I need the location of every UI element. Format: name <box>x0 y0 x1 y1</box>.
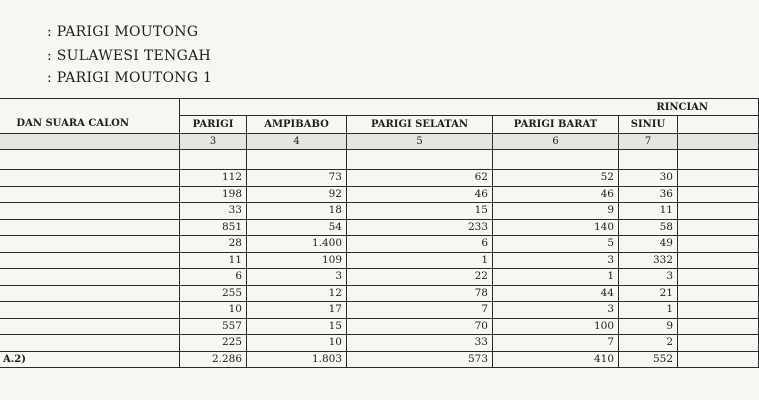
kabupaten-label: : PARIGI MOUTONG <box>47 24 199 40</box>
table-cell: 73 <box>247 170 347 187</box>
table-cell: 11 <box>180 252 247 269</box>
column-number-row <box>0 134 759 150</box>
table-row <box>0 285 759 302</box>
table-cell: 255 <box>180 285 247 302</box>
row-label-cell <box>0 203 180 220</box>
table-cell <box>678 252 759 269</box>
table-cell <box>678 170 759 187</box>
table-cell: 22 <box>347 269 493 286</box>
table-cell <box>678 318 759 335</box>
table-cell: 78 <box>347 285 493 302</box>
data-rows <box>0 170 759 352</box>
table-row <box>0 219 759 236</box>
table-cell: 100 <box>493 318 619 335</box>
total-cell: 573 <box>347 351 493 368</box>
empty-cell <box>619 150 678 170</box>
column-number: 4 <box>247 134 347 150</box>
total-cell: 552 <box>619 351 678 368</box>
table-cell: 62 <box>347 170 493 187</box>
table-cell <box>678 269 759 286</box>
table-cell: 17 <box>247 302 347 319</box>
column-number: 7 <box>619 134 678 150</box>
table-cell: 3 <box>493 302 619 319</box>
table-row <box>0 236 759 253</box>
table-cell <box>678 236 759 253</box>
table-cell: 28 <box>180 236 247 253</box>
total-row <box>0 351 759 368</box>
table-cell: 7 <box>493 335 619 352</box>
table-cell: 30 <box>619 170 678 187</box>
table-row <box>0 203 759 220</box>
empty-cell <box>678 150 759 170</box>
empty-cell <box>493 150 619 170</box>
table-cell: 1 <box>619 302 678 319</box>
table-row <box>0 302 759 319</box>
provinsi-label: : SULAWESI TENGAH <box>47 48 211 64</box>
row-label-cell <box>0 302 180 319</box>
table-cell: 3 <box>247 269 347 286</box>
table-cell <box>678 285 759 302</box>
table-cell: 6 <box>180 269 247 286</box>
row-label-cell <box>0 219 180 236</box>
row-label-cell <box>0 170 180 187</box>
table-cell: 3 <box>493 252 619 269</box>
table-cell: 58 <box>619 219 678 236</box>
table-cell: 557 <box>180 318 247 335</box>
district-header: SINIU <box>619 116 678 134</box>
table-cell <box>678 219 759 236</box>
row-label-cell <box>0 318 180 335</box>
table-cell <box>678 203 759 220</box>
table-cell: 5 <box>493 236 619 253</box>
table-row <box>0 318 759 335</box>
table-cell: 92 <box>247 186 347 203</box>
table-cell: 6 <box>347 236 493 253</box>
district-header: AMPIBABO <box>247 116 347 134</box>
district-header <box>678 116 759 134</box>
table-cell: 233 <box>347 219 493 236</box>
table-cell: 2 <box>619 335 678 352</box>
table-cell: 21 <box>619 285 678 302</box>
row-label-cell <box>0 236 180 253</box>
rincian-header-row <box>0 99 759 116</box>
column-number: 6 <box>493 134 619 150</box>
table-row <box>0 269 759 286</box>
table-cell: 70 <box>347 318 493 335</box>
table-cell: 18 <box>247 203 347 220</box>
table-cell: 1 <box>493 269 619 286</box>
empty-cell <box>247 150 347 170</box>
row-label-cell <box>0 186 180 203</box>
table-cell: 1 <box>347 252 493 269</box>
table-cell: 49 <box>619 236 678 253</box>
table-row <box>0 252 759 269</box>
table-cell: 15 <box>347 203 493 220</box>
table-cell: 1.400 <box>247 236 347 253</box>
district-header: PARIGI <box>180 116 247 134</box>
table-cell: 112 <box>180 170 247 187</box>
table-cell: 15 <box>247 318 347 335</box>
column-number <box>0 134 180 150</box>
total-cell <box>678 351 759 368</box>
table-cell: 36 <box>619 186 678 203</box>
table-cell: 11 <box>619 203 678 220</box>
row-label-cell <box>0 252 180 269</box>
table-cell <box>678 186 759 203</box>
dapil-label: : PARIGI MOUTONG 1 <box>47 70 213 86</box>
table-cell: 44 <box>493 285 619 302</box>
total-cell: 410 <box>493 351 619 368</box>
table-cell: 332 <box>619 252 678 269</box>
table-cell: 46 <box>493 186 619 203</box>
table-cell: 109 <box>247 252 347 269</box>
table-cell: 10 <box>180 302 247 319</box>
table-cell: 52 <box>493 170 619 187</box>
table-row <box>0 186 759 203</box>
column-number: 5 <box>347 134 493 150</box>
empty-cell <box>180 150 247 170</box>
vote-table-container <box>0 98 758 368</box>
table-cell <box>678 335 759 352</box>
table-cell: 33 <box>180 203 247 220</box>
blank-row <box>0 150 759 170</box>
district-header: PARIGI SELATAN <box>347 116 493 134</box>
table-cell: 54 <box>247 219 347 236</box>
row-label-cell <box>0 335 180 352</box>
column-number <box>678 134 759 150</box>
table-cell: 851 <box>180 219 247 236</box>
table-cell: 10 <box>247 335 347 352</box>
table-cell: 33 <box>347 335 493 352</box>
rincian-group-header: RINCIAN <box>180 99 759 116</box>
table-cell: 7 <box>347 302 493 319</box>
table-cell: 12 <box>247 285 347 302</box>
column-number: 3 <box>180 134 247 150</box>
total-label: A.2) <box>0 351 180 368</box>
table-cell: 198 <box>180 186 247 203</box>
table-cell: 9 <box>493 203 619 220</box>
empty-cell <box>0 150 180 170</box>
row-label-cell <box>0 285 180 302</box>
table-cell: 140 <box>493 219 619 236</box>
table-cell: 3 <box>619 269 678 286</box>
district-header: PARIGI BARAT <box>493 116 619 134</box>
table-cell: 225 <box>180 335 247 352</box>
row-label-cell <box>0 269 180 286</box>
table-cell: 46 <box>347 186 493 203</box>
table-cell <box>678 302 759 319</box>
table-row <box>0 170 759 187</box>
total-cell: 1.803 <box>247 351 347 368</box>
table-row <box>0 335 759 352</box>
total-cell: 2.286 <box>180 351 247 368</box>
table-cell: 9 <box>619 318 678 335</box>
vote-table <box>0 98 759 368</box>
row-header-cell: DAN SUARA CALON <box>0 99 180 134</box>
empty-cell <box>347 150 493 170</box>
